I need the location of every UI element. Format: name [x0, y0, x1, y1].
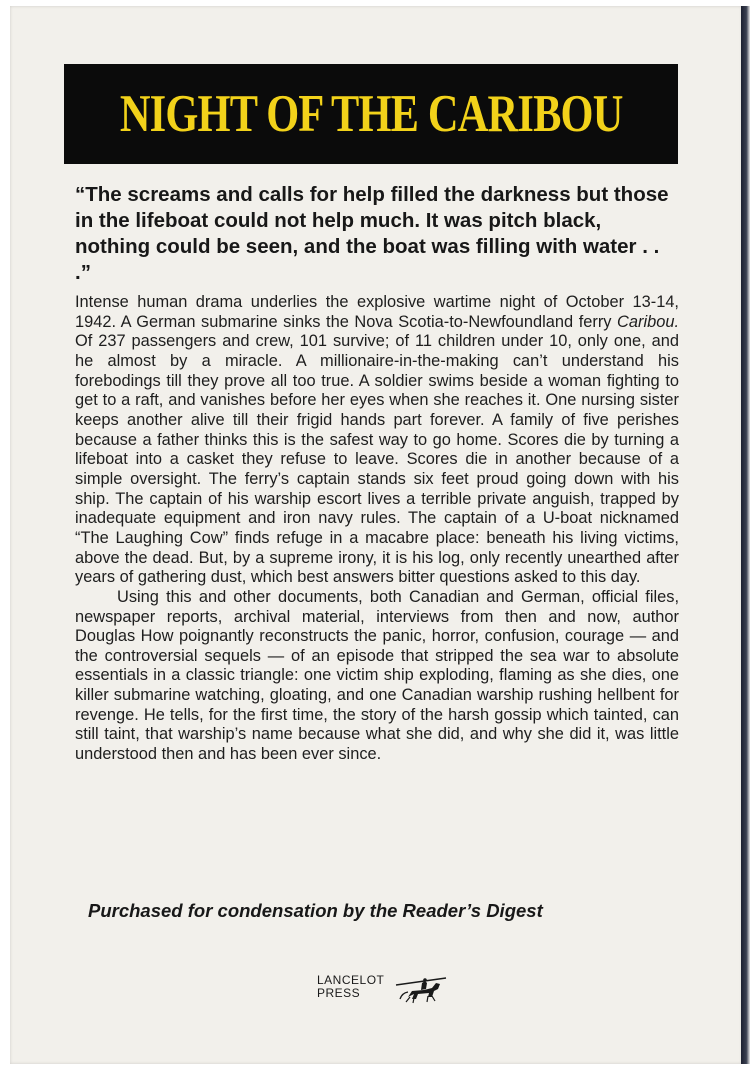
- knight-on-horse-icon: [394, 975, 448, 1005]
- blurb-body: [75, 293, 679, 765]
- blurb-paragraph-2: Using this and other documents, both Canadian and German, official files, newspaper reports, archival material, interviews from then and now, author Douglas How poignantly reconstructs the panic, horror, confusion, courage — and the controversial sequels — of an episode that stripped the sea war to absolute essentials in a classic triangle: one victim ship exploding, flaming as she dies, one killer submarine watching, gloating, and one Canadian warship rushing hellbent for revenge. He tells, for the first time, the story of the harsh gossip which tainted, can still taint, that warship’s name because what she did, and why she did it, was little understood then and has been ever since.: [75, 587, 679, 764]
- title-band: [64, 64, 678, 164]
- publisher-name-line1: LANCELOT: [317, 973, 385, 987]
- publisher-name-line2: PRESS: [317, 986, 361, 1000]
- publisher-imprint: [317, 974, 384, 1000]
- blurb-paragraph-1-text-a: Intense human drama underlies the explosive wartime night of October 13-14, 1942. A German submarine sinks the Nova Scotia-to-Newfoundland ferry: [75, 293, 679, 331]
- blurb-paragraph-1: [75, 293, 679, 588]
- blurb-paragraph-1-text-b: Of 237 passengers and crew, 101 survive; of 11 children under 10, only one, and he almost by a miracle. A millionaire-in-the-making can’t understand his forebodings till they prove all too true. A soldier swims beside a woman fighting to get to a raft, and vanishes before her eyes when she reaches it. One nursing sister keeps another alive till their frigid hands part forever. A family of five perishes because a father thinks this is the safest way to go home. Scores die by turning a lifeboat into a casket they refuse to leave. Scores die in another because of a simple oversight. The ferry’s captain stands six feet proud going down with his ship. The captain of his warship escort lives a terrible private anguish, trapped by inadequate equipment and iron navy rules. The captain of a U-boat nicknamed “The Laughing Cow” finds refuge in a macabre place: beneath his living victims, above the dead. But, by a supreme irony, it is his log, only recently unearthed after years of gathering dust, which best answers bitter questions asked to this day.: [75, 332, 679, 587]
- book-title: NIGHT OF THE CARIBOU: [119, 84, 623, 143]
- spine-edge: [741, 6, 750, 1064]
- pull-quote: “The screams and calls for help filled the darkness but those in the lifeboat could not help much. It was pitch black, nothing could be seen, and the boat was filling with water . . .”: [75, 183, 669, 284]
- condensation-note: Purchased for condensation by the Reader’s Digest: [88, 900, 543, 921]
- ship-name-italic: Caribou.: [617, 312, 679, 331]
